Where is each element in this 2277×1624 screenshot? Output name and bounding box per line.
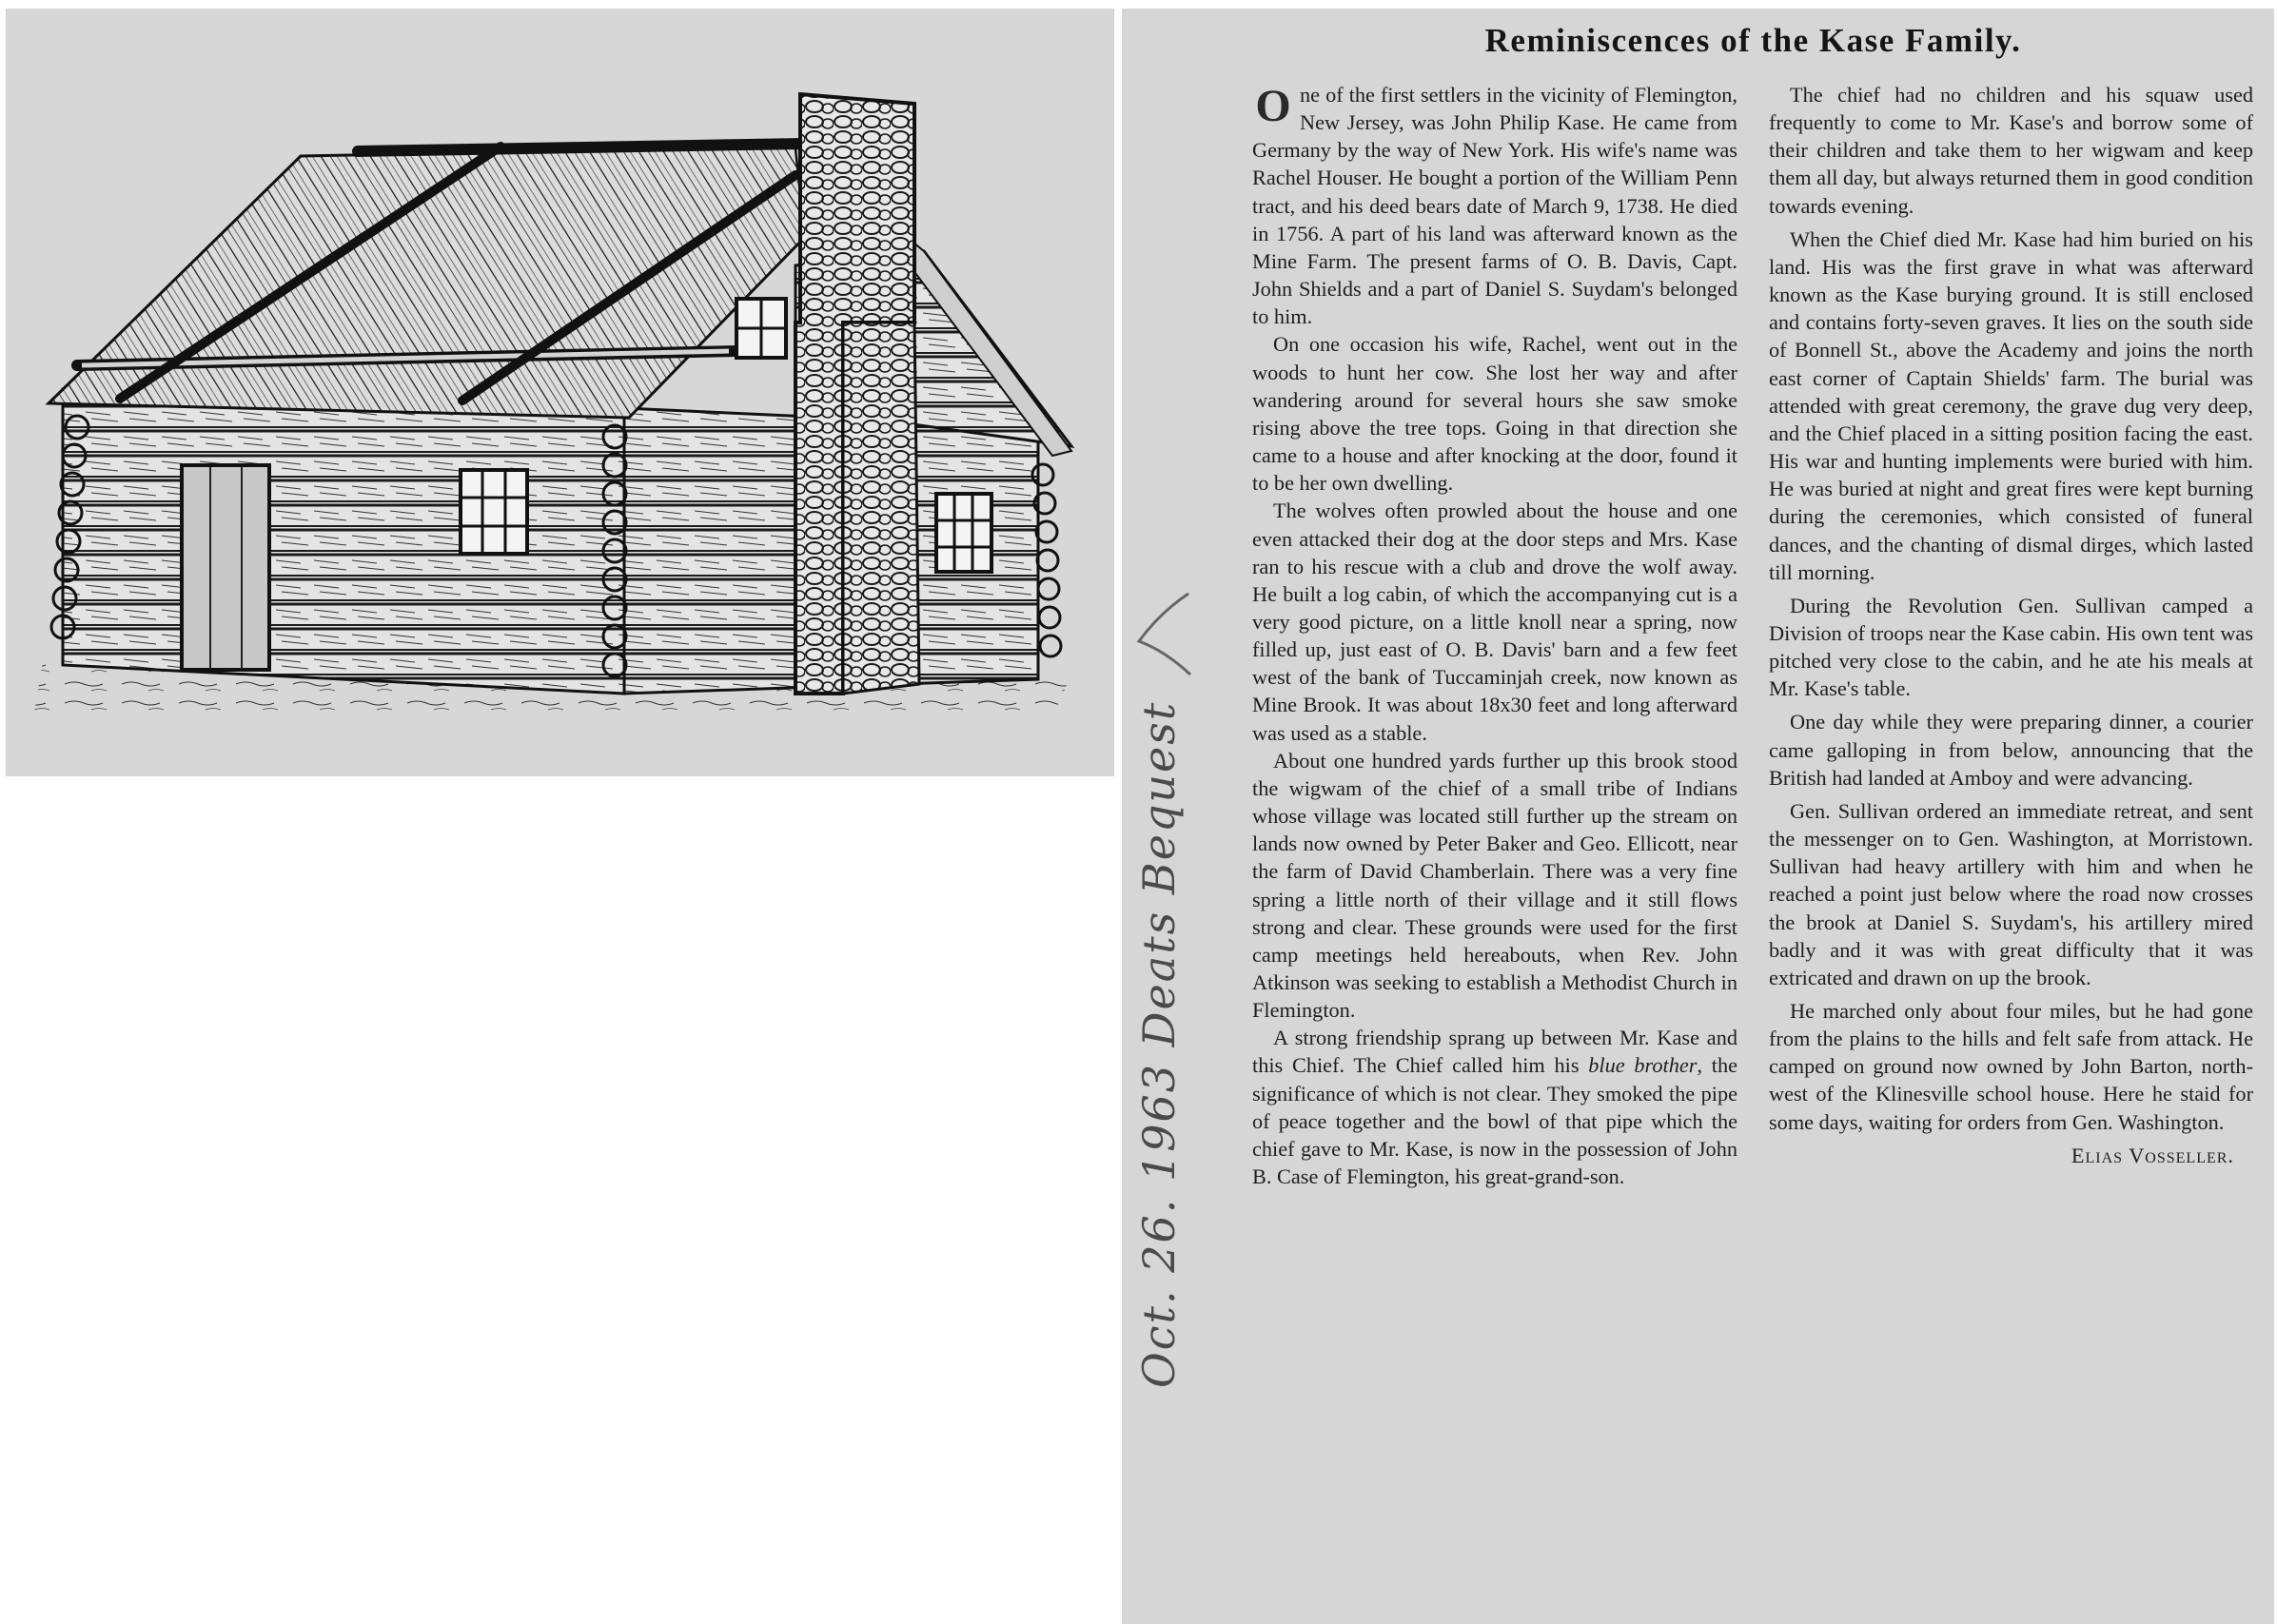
article-paragraph: During the Revolution Gen. Sullivan camped a Division of troops near the Kase cabin. His own tent was pitched very close to the cabin, and he ate his meals at Mr. Kase's table. [1769, 593, 2253, 701]
article-paragraph: A strong friendship sprang up between Mr. Kase and this Chief. The Chief called him his blue brother, the significance of which is not clear. They smoked the pipe of peace together and the bowl of that pipe which the chief gave to Mr. Kase, is now in the possession of John B. Case of Flemington, his great-grand-son. [1252, 1026, 1738, 1189]
article-title: Reminiscences of the Kase Family. [1484, 22, 2022, 59]
article-paragraph: Gen. Sullivan ordered an immediate retreat, and sent the messenger on to Gen. Washington, at Morristown. Sullivan had heavy artillery with him and when he reached a point just below where the road now crosses the brook at Daniel S. Suydam's, his artillery mired badly and it was with great difficulty that it was extricated and drawn on up the brook. [1769, 798, 2253, 989]
article-paragraph: About one hundred yards further up this brook stood the wigwam of the chief of a small tribe of Indians whose village was located still further up the stream on lands now owned by Peter Baker and Geo. Ellicott, near the farm of David Chamberlain. There was a very fine spring a little north of their village and it still flows strong and clear. These grounds were used for the first camp meetings held hereabouts, when Rev. John Atkinson was seeking to establish a Methodist Church in Flemington. [1252, 748, 1737, 1023]
article-paragraph: He marched only about four miles, but he had gone from the plains to the hills and felt safe from attack. He camped on ground now owned by John Barton, north-west of the Klinesville school house. Here he staid for some days, waiting for orders from Gen. Washington. [1769, 999, 2253, 1134]
front-window [461, 470, 527, 554]
pencil-mark [1122, 584, 1198, 689]
handwritten-annotation: Oct. 26. 1963 Deats Bequest [1133, 700, 1185, 1388]
article-paragraph: When the Chief died Mr. Kase had him buried on his land. His was the first grave in what was afterward known as the Kase burying ground. It is still enclosed and contains forty-seven graves. It lies on the south side of Bonnell St., above the Academy and joins the north east corner of Captain Shields' farm. The burial was attended with great ceremony, the grave dug very deep, and the Chief placed in a sitting position facing the east. His war and hunting implements were buried with him. He was buried at night and great fires were kept burning during the ceremonies, which consisted of funeral dances, and the chanting of dismal dirges, which lasted till morning. [1769, 226, 2253, 584]
italic-phrase: blue brother [1588, 1053, 1698, 1078]
article-paragraph: One day while they were preparing dinner, a courier came galloping in from below, announcing that the British had landed at Amboy and were advancing. [1769, 710, 2253, 790]
article-left-column [1252, 81, 1737, 1190]
article-page [1122, 9, 2274, 1624]
article-paragraph: The wolves often prowled about the house and one even attacked their dog at the door steps and Mrs. Kase ran to his rescue with a club and drove the wolf away. He built a log cabin, of which the accompanying cut is a very good picture, on a little knoll near a spring, now filled up, just east of O. B. Davis' barn and a few feet west of the bank of Tuccaminjah creek, now known as Mine Brook. It was about 18x30 feet and long afterward was used as a stable. [1252, 499, 1737, 745]
article-right-column [1769, 81, 2253, 1169]
log-cabin-illustration [6, 9, 1114, 776]
article-paragraph: One of the first settlers in the vicinity of Flemington, New Jersey, was John Philip Kase. He came from Germany by the way of New York. His wife's name was Rachel Houser. He bought a portion of the William Penn tract, and his deed bears date of March 9, 1738. He died in 1756. A part of his land was afterward known as the Mine Farm. The present farms of O. B. Davis, Capt. John Shields and a part of Daniel S. Suydam's belonged to him. [1252, 81, 1737, 329]
gable-window [736, 299, 786, 358]
article-paragraph: The chief had no children and his squaw used frequently to come to Mr. Kase's and borrow some of their children and take them to her wigwam and keep them all day, but always returned them in good condition towards evening. [1769, 83, 2253, 218]
cabin-door [182, 465, 269, 670]
front-log-wall [63, 389, 624, 694]
side-window [936, 494, 991, 572]
author-signature: Elias Vosseller. [2071, 1143, 2234, 1167]
article-paragraph: On one occasion his wife, Rachel, went out in the woods to hunt her cow. She lost her way and after wandering around for several hours she saw smoke rising above the tree tops. Going in that direction she came to a house and after knocking at the door, found it to be her own dwelling. [1252, 332, 1737, 496]
plank-roof [49, 147, 805, 418]
drop-cap: O [1255, 81, 1291, 131]
log-cabin-engraving [6, 9, 1114, 776]
